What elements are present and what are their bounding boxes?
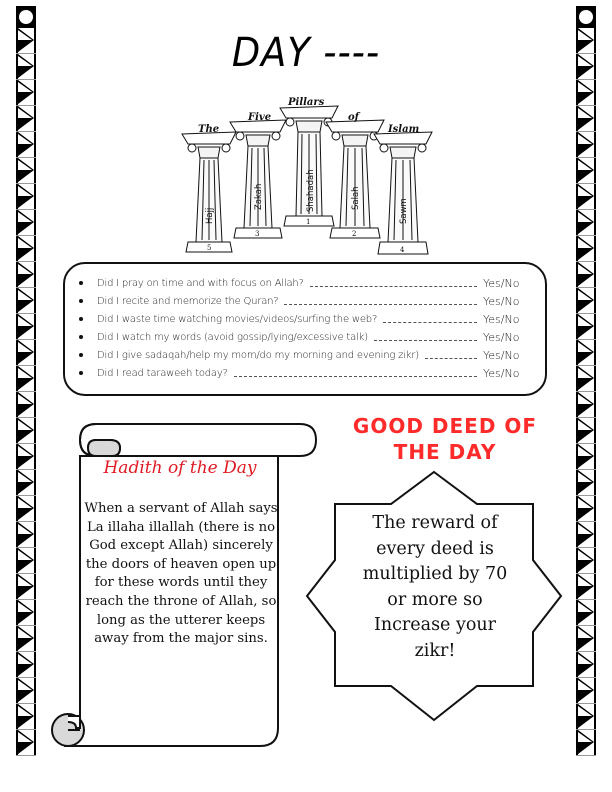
dashed-leader bbox=[383, 322, 477, 323]
good-deed-text: The reward of every deed is multiplied by 70 or more so Increase your zikr! bbox=[362, 513, 508, 661]
banner-word-pillars: Pillars bbox=[288, 97, 325, 108]
bullet-icon bbox=[79, 335, 83, 339]
dashed-leader bbox=[374, 340, 477, 341]
pillar-salah-icon bbox=[326, 120, 384, 238]
bullet-icon bbox=[79, 353, 83, 357]
bullet-icon bbox=[79, 299, 83, 303]
svg-text:4: 4 bbox=[400, 246, 405, 254]
bullet-icon bbox=[79, 317, 83, 321]
svg-text:Zakah: Zakah bbox=[254, 183, 264, 210]
checklist-item bbox=[79, 310, 545, 328]
checklist-item bbox=[79, 328, 545, 346]
daily-checklist bbox=[63, 262, 547, 396]
checklist-item bbox=[79, 364, 545, 382]
hadith-text: When a servant of Allah says La illaha illallah (there is no God except Allah) sincerely the doors of heaven open up for these words until they reach the throne of Allah, so long as the utterer keeps away from the major sins. bbox=[84, 501, 278, 647]
decorative-border-left bbox=[16, 6, 36, 756]
page-title: DAY ---- bbox=[231, 30, 381, 76]
svg-text:Salah: Salah bbox=[351, 186, 361, 210]
yes-no-answer[interactable]: Yes/No bbox=[483, 276, 520, 290]
banner-word-islam: Islam bbox=[388, 124, 420, 135]
question-text: Did I read taraweeh today? bbox=[97, 367, 228, 379]
checklist-item bbox=[79, 346, 545, 364]
question-text: Did I give sadaqah/help my mom/do my morning and evening zikr) bbox=[97, 349, 419, 361]
svg-text:1: 1 bbox=[306, 218, 311, 226]
bullet-icon bbox=[79, 371, 83, 375]
dashed-leader bbox=[234, 376, 477, 377]
svg-text:5: 5 bbox=[207, 244, 212, 252]
pillar-hajj-icon bbox=[182, 132, 236, 252]
pillar-zakah-icon bbox=[230, 120, 286, 238]
pillar-sawm-icon bbox=[374, 132, 432, 254]
hadith-title: Hadith of the Day bbox=[103, 458, 257, 478]
five-pillars-illustration bbox=[176, 92, 436, 262]
dashed-leader bbox=[310, 286, 477, 287]
question-text: Did I recite and memorize the Quran? bbox=[97, 295, 279, 307]
yes-no-answer[interactable]: Yes/No bbox=[483, 348, 520, 362]
triangle-pattern-icon bbox=[576, 6, 596, 756]
banner-word-the: The bbox=[198, 124, 220, 135]
banner-word-five: Five bbox=[248, 112, 272, 123]
dashed-leader bbox=[284, 304, 477, 305]
dashed-leader bbox=[425, 358, 477, 359]
triangle-pattern-icon bbox=[16, 6, 36, 756]
yes-no-answer[interactable]: Yes/No bbox=[483, 294, 520, 308]
yes-no-answer[interactable]: Yes/No bbox=[483, 366, 520, 380]
decorative-border-right bbox=[576, 6, 596, 756]
bullet-icon bbox=[79, 281, 83, 285]
svg-text:Hajj: Hajj bbox=[205, 207, 215, 224]
checklist-item bbox=[79, 292, 545, 310]
svg-text:2: 2 bbox=[352, 230, 357, 238]
question-text: Did I watch my words (avoid gossip/lying/excessive talk) bbox=[97, 331, 368, 343]
yes-no-answer[interactable]: Yes/No bbox=[483, 330, 520, 344]
svg-text:3: 3 bbox=[255, 230, 260, 238]
yes-no-answer[interactable]: Yes/No bbox=[483, 312, 520, 326]
svg-text:Shahadah: Shahadah bbox=[306, 169, 316, 212]
question-text: Did I pray on time and with focus on Allah? bbox=[97, 277, 304, 289]
good-deed-title: GOOD DEED OF THE DAY bbox=[352, 414, 538, 464]
banner-word-of: of bbox=[348, 112, 359, 123]
svg-text:Sawm: Sawm bbox=[399, 198, 409, 224]
question-text: Did I waste time watching movies/videos/surfing the web? bbox=[97, 313, 378, 325]
checklist-item bbox=[79, 274, 545, 292]
